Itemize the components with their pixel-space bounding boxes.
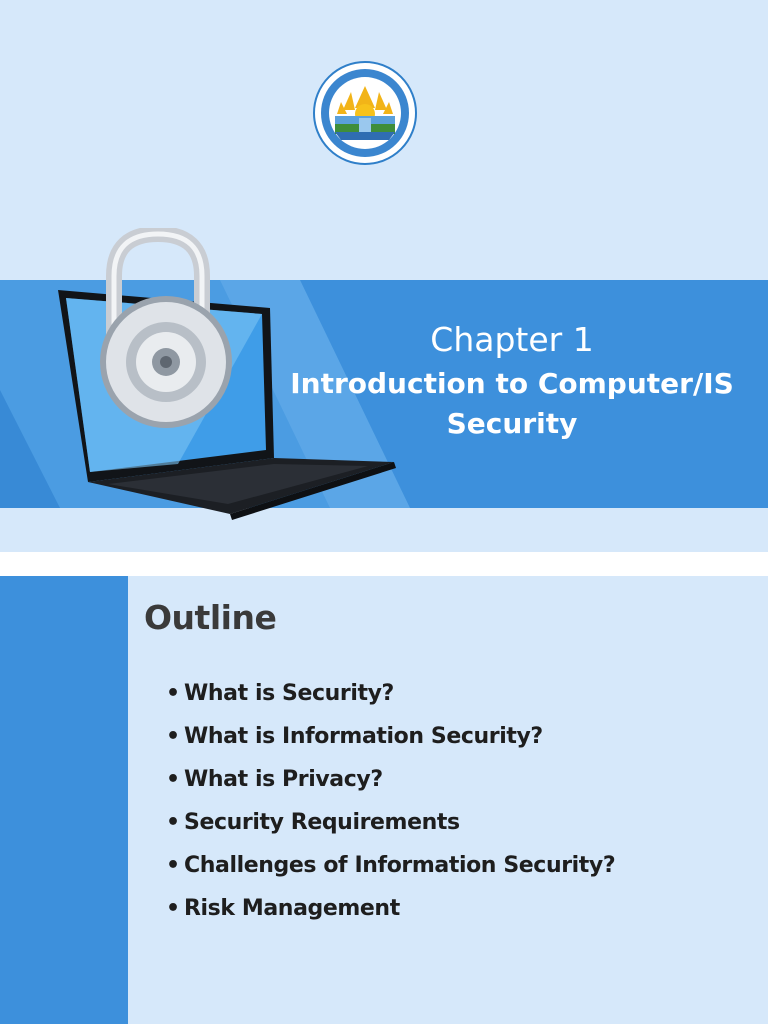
bullet-icon: • <box>166 853 180 878</box>
list-item-text: What is Privacy? <box>184 767 383 792</box>
chapter-title: Chapter 1 <box>430 320 594 359</box>
list-item-text: Security Requirements <box>184 810 460 835</box>
subtitle-line-2: Security <box>446 407 578 440</box>
bullet-icon: • <box>166 681 180 706</box>
list-item <box>166 758 615 801</box>
list-item-text: Risk Management <box>184 896 400 921</box>
list-item <box>166 801 615 844</box>
chapter-subtitle <box>262 364 762 444</box>
outline-list <box>166 672 615 930</box>
university-logo-icon <box>312 60 418 166</box>
list-item <box>166 715 615 758</box>
slide-gap <box>0 552 768 576</box>
list-item-text: What is Security? <box>184 681 394 706</box>
list-item <box>166 844 615 887</box>
list-item-text: What is Information Security? <box>184 724 543 749</box>
bullet-icon: • <box>166 767 180 792</box>
list-item <box>166 887 615 930</box>
bullet-icon: • <box>166 724 180 749</box>
list-item <box>166 672 615 715</box>
list-item-text: Challenges of Information Security? <box>184 853 616 878</box>
outline-slide <box>0 576 768 1024</box>
bullet-icon: • <box>166 896 180 921</box>
subtitle-line-1: Introduction to Computer/IS <box>290 367 734 400</box>
side-bar <box>0 576 128 1024</box>
outline-heading: Outline <box>144 598 277 637</box>
bullet-icon: • <box>166 810 180 835</box>
